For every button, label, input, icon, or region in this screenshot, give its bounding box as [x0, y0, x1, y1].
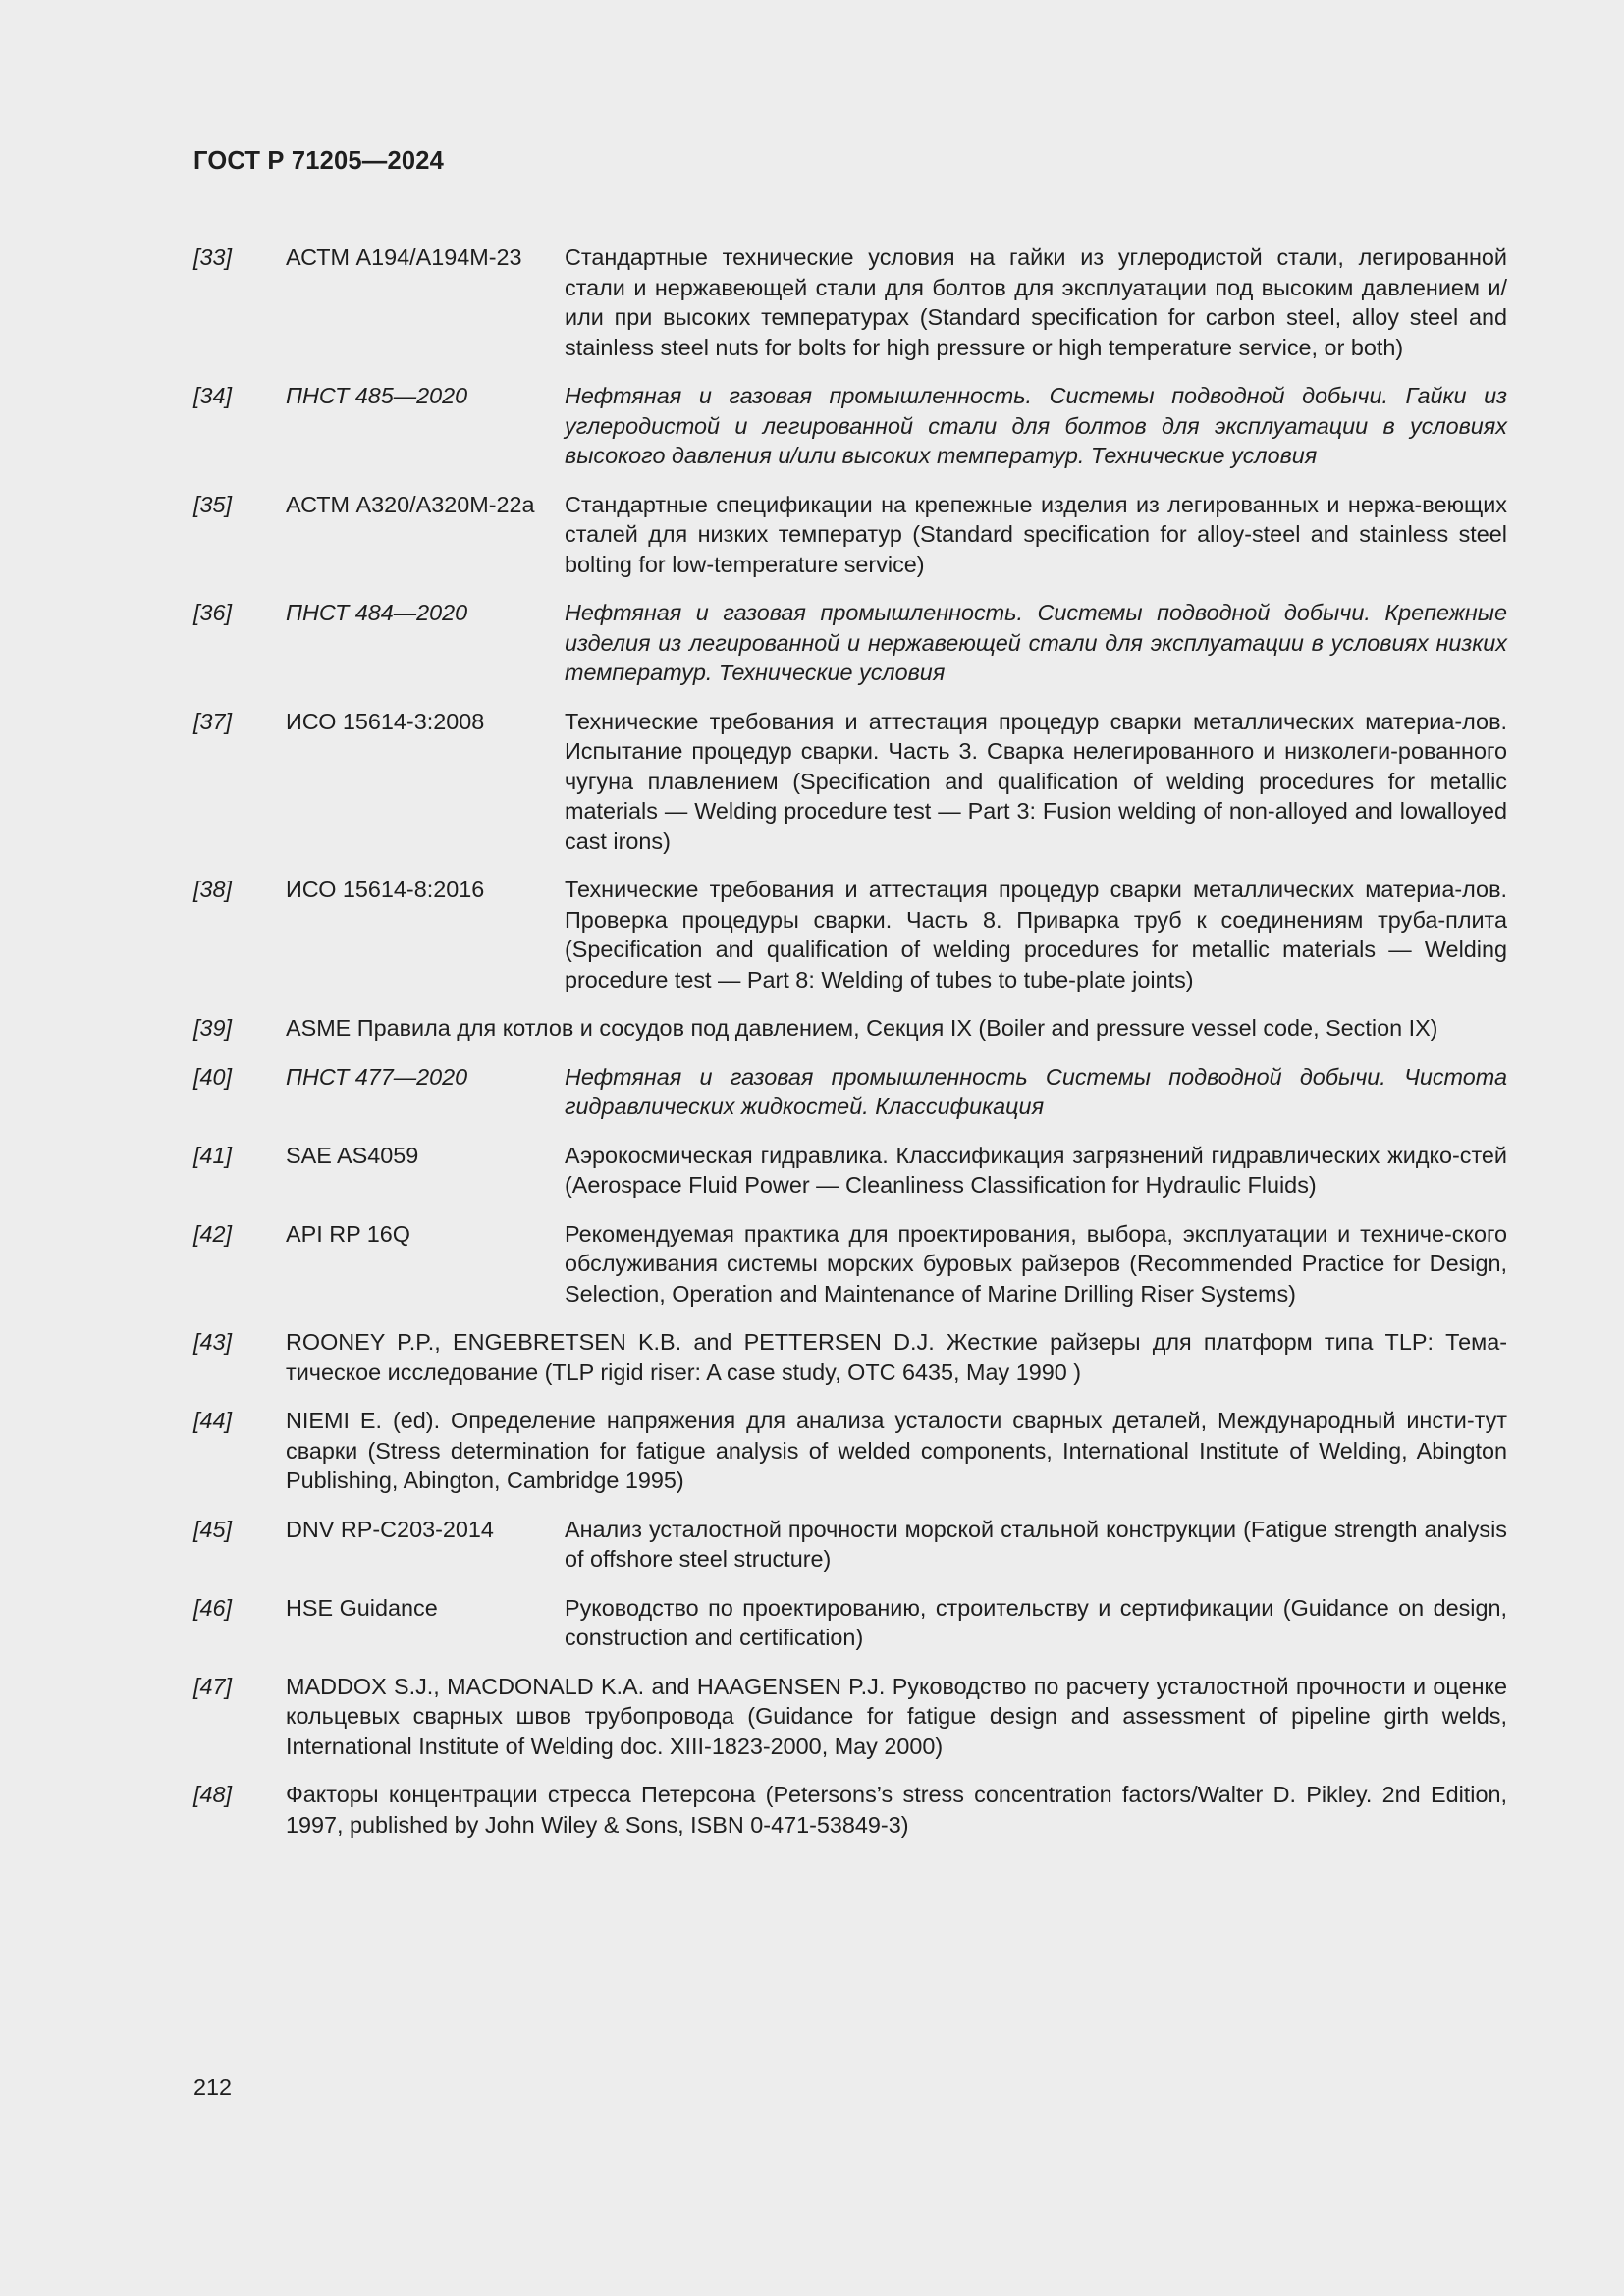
entry-code: DNV RP-C203-2014: [286, 1516, 494, 1542]
bibliography-entry: [193, 490, 1507, 580]
entry-number: [33]: [193, 244, 233, 270]
bibliography-entry: [193, 1780, 1507, 1840]
entry-number: [48]: [193, 1782, 233, 1807]
bibliography-entry: [193, 1141, 1507, 1201]
bibliography-entry: [193, 1013, 1507, 1043]
entry-number: [37]: [193, 708, 233, 734]
entry-number: [45]: [193, 1516, 233, 1542]
entry-code: HSE Guidance: [286, 1594, 438, 1621]
bibliography-entry: [193, 381, 1507, 471]
entry-code: АСТМ А320/А320М-22а: [286, 491, 535, 517]
bibliography-entry: [193, 875, 1507, 994]
page-number: 212: [193, 2074, 233, 2100]
entry-code: SAE AS4059: [286, 1142, 419, 1168]
entry-number: [46]: [193, 1594, 233, 1621]
document-header: ГОСТ Р 71205—2024: [193, 147, 445, 175]
entry-number: [41]: [193, 1142, 233, 1168]
entry-number: [36]: [193, 600, 233, 625]
entry-text: Факторы концентрации стресса Петерсона (Petersons’s stress concentration factors/Walter D. Pikley. 2nd Edition, 1997, published by John Wiley & Sons, ISBN 0-471-53849-3): [286, 1782, 1507, 1838]
entry-code: ПНСТ 477—2020: [286, 1063, 468, 1090]
entry-code: ПНСТ 484—2020: [286, 600, 468, 625]
bibliography-entry: [193, 1672, 1507, 1762]
entry-code: ИСО 15614-3:2008: [286, 708, 485, 734]
bibliography-entry: [193, 707, 1507, 857]
bibliography-entry: [193, 242, 1507, 362]
entry-title: Технические требования и аттестация процедур сварки металлических материа-лов. Испытание процедур сварки. Часть 3. Сварка нелегированного и низколеги-рованного чугуна плавлением (Specification and qualification of welding procedures for metallic materials — Welding procedure test — Part 3: Fusion welding of non-alloyed and lowalloyed cast irons): [565, 708, 1507, 854]
entry-title: Стандартные технические условия на гайки из углеродистой стали, легированной стали и нержавеющей стали для болтов для эксплуатации под высоким давлением и/или при высоких температурах (Standard specification for carbon steel, alloy steel and stainless steel nuts for bolts for high pressure or high temperature service, or both): [565, 244, 1507, 360]
entry-text: NIEMI E. (ed). Определение напряжения для анализа усталости сварных деталей, Международный инсти-тут сварки (Stress determination for fatigue analysis of welded components, International Institute of Welding, Abington Publishing, Abington, Cambridge 1995): [286, 1408, 1507, 1493]
entry-code: ПНСТ 485—2020: [286, 383, 468, 408]
bibliography-entry: [193, 1062, 1507, 1122]
entry-code: АСТМ А194/А194М-23: [286, 244, 522, 270]
entry-number: [44]: [193, 1408, 233, 1433]
entry-title: Нефтяная и газовая промышленность. Системы подводной добычи. Гайки из углеродистой и легированной стали для болтов для эксплуатации в условиях высокого давления и/или высоких температур. Технические условия: [565, 383, 1507, 468]
entry-code: ИСО 15614-8:2016: [286, 877, 485, 902]
entry-title: Аэрокосмическая гидравлика. Классификация загрязнений гидравлических жидко-стей (Aerospace Fluid Power — Cleanliness Classification for Hydraulic Fluids): [565, 1142, 1507, 1198]
entry-code: API RP 16Q: [286, 1220, 410, 1247]
entry-title: Нефтяная и газовая промышленность Системы подводной добычи. Чистота гидравлических жидкостей. Классификация: [565, 1063, 1507, 1119]
entry-text: ASME Правила для котлов и сосудов под давлением, Секция IX (Boiler and pressure vessel code, Section IX): [286, 1015, 1438, 1041]
entry-title: Стандартные спецификации на крепежные изделия из легированных и нержа-веющих сталей для низких температур (Standard specification for alloy-steel and stainless steel bolting for low-temperature service): [565, 491, 1507, 577]
bibliography-entry: [193, 1515, 1507, 1575]
entry-title: Нефтяная и газовая промышленность. Системы подводной добычи. Крепежные изделия из легированной и нержавеющей стали для эксплуатации в условиях низких температур. Технические условия: [565, 600, 1507, 685]
entry-title: Технические требования и аттестация процедур сварки металлических материа-лов. Проверка процедуры сварки. Часть 8. Приварка труб к соединениям труба-плита (Specification and qualification of welding procedures for metallic materials — Welding procedure test — Part 8: Welding of tubes to tube-plate joints): [565, 877, 1507, 992]
bibliography-entry: [193, 1327, 1507, 1387]
entry-text: ROONEY P.P., ENGEBRETSEN K.B. and PETTERSEN D.J. Жесткие райзеры для платформ типа TLP: Тема-тическое исследование (TLP rigid riser: A case study, OTC 6435, May 1990 ): [286, 1329, 1507, 1385]
entry-number: [35]: [193, 491, 233, 517]
entry-title: Руководство по проектированию, строительству и сертификации (Guidance on design, construction and certification): [565, 1594, 1507, 1650]
bibliography-entry: [193, 1593, 1507, 1653]
entry-number: [34]: [193, 383, 233, 408]
entry-number: [40]: [193, 1063, 233, 1090]
entry-number: [38]: [193, 877, 233, 902]
bibliography-entry: [193, 1406, 1507, 1496]
entry-title: Анализ усталостной прочности морской стальной конструкции (Fatigue strength analysis of offshore steel structure): [565, 1516, 1507, 1572]
entry-number: [39]: [193, 1015, 233, 1041]
bibliography-list: [193, 242, 1507, 1858]
entry-number: [47]: [193, 1673, 233, 1699]
bibliography-entry: [193, 1219, 1507, 1309]
entry-text: MADDOX S.J., MACDONALD K.A. and HAAGENSEN P.J. Руководство по расчету усталостной прочности и оценке кольцевых сварных швов трубопровода (Guidance for fatigue design and assessment of pipeline girth welds, International Institute of Welding doc. XIII-1823-2000, May 2000): [286, 1673, 1507, 1759]
bibliography-entry: [193, 598, 1507, 688]
entry-number: [43]: [193, 1329, 233, 1355]
entry-number: [42]: [193, 1220, 233, 1247]
entry-title: Рекомендуемая практика для проектирования, выбора, эксплуатации и техниче-ского обслуживания системы морских буровых райзеров (Recommended Practice for Design, Selection, Operation and Maintenance of Marine Drilling Riser Systems): [565, 1220, 1507, 1307]
